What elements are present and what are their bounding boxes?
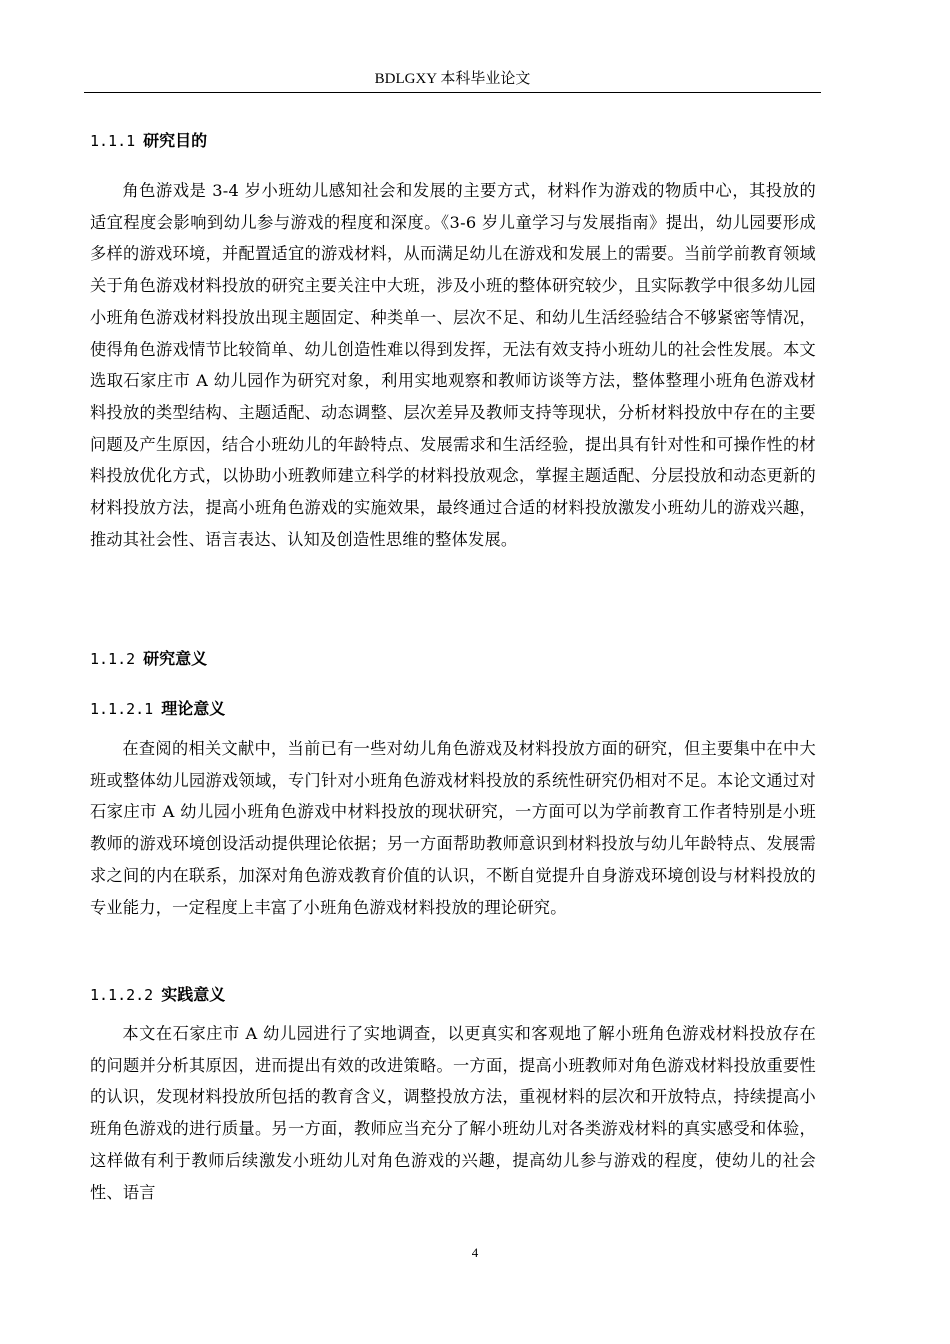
section-title: 实践意义 xyxy=(161,985,226,1004)
header-rule xyxy=(84,92,821,93)
section-number: 1.1.2.1 xyxy=(90,700,154,718)
running-header: BDLGXY 本科毕业论文 xyxy=(374,71,531,87)
section-heading-1-1-2-2 xyxy=(90,984,225,1006)
paragraph-practical-significance: 本文在石家庄市 A 幼儿园进行了实地调查，以更真实和客观地了解小班角色游戏材料投放存在的问题并分析其原因，进而提出有效的改进策略。一方面，提高小班教师对角色游戏材料投放重要性的认识，发现材料投放所包括的教育含义，调整投放方法，重视材料的层次和开放特点，持续提高小班角色游戏的进行质量。另一方面，教师应当充分了解小班幼儿对各类游戏材料的真实感受和体验，这样做有利于教师后续激发小班幼儿对角色游戏的兴趣，提高幼儿参与游戏的程度，使幼儿的社会性、语言 xyxy=(90,1024,816,1202)
section-title: 理论意义 xyxy=(161,699,226,718)
section-heading-1-1-2 xyxy=(90,648,207,670)
section-title: 研究目的 xyxy=(143,131,208,150)
paragraph-research-purpose: 角色游戏是 3-4 岁小班幼儿感知社会和发展的主要方式，材料作为游戏的物质中心，其投放的适宜程度会影响到幼儿参与游戏的程度和深度。《3-6 岁儿童学习与发展指南》提出，幼儿园要形成多样的游戏环境，并配置适宜的游戏材料，从而满足幼儿在游戏和发展上的需要。当前学前教育领域关于角色游戏材料投放的研究主要关注中大班，涉及小班的整体研究较少，且实际教学中很多幼儿园小班角色游戏材料投放出现主题固定、种类单一、层次不足、和幼儿生活经验结合不够紧密等情况，使得角色游戏情节比较简单、幼儿创造性难以得到发挥，无法有效支持小班幼儿的社会性发展。本文选取石家庄市 A 幼儿园作为研究对象，利用实地观察和教师访谈等方法，整体整理小班角色游戏材料投放的类型结构、主题适配、动态调整、层次差异及教师支持等现状，分析材料投放中存在的主要问题及产生原因，结合小班幼儿的年龄特点、发展需求和生活经验，提出具有针对性和可操作性的材料投放优化方式，以协助小班教师建立科学的材料投放观念，掌握主题适配、分层投放和动态更新的材料投放方法，提高小班角色游戏的实施效果，最终通过合适的材料投放激发小班幼儿的游戏兴趣，推动其社会性、语言表达、认知及创造性思维的整体发展。 xyxy=(90,181,816,549)
section-heading-1-1-2-1 xyxy=(90,698,225,720)
section-number: 1.1.2.2 xyxy=(90,986,154,1004)
section-heading-1-1-1 xyxy=(90,130,207,152)
section-number: 1.1.1 xyxy=(90,132,136,150)
paragraph-theoretical-significance: 在查阅的相关文献中，当前已有一些对幼儿角色游戏及材料投放方面的研究，但主要集中在中大班或整体幼儿园游戏领域，专门针对小班角色游戏材料投放的系统性研究仍相对不足。本论文通过对石家庄市 A 幼儿园小班角色游戏中材料投放的现状研究，一方面可以为学前教育工作者特别是小班教师的游戏环境创设活动提供理论依据；另一方面帮助教师意识到材料投放与幼儿年龄特点、发展需求之间的内在联系，加深对角色游戏教育价值的认识，不断自觉提升自身游戏环境创设与材料投放的专业能力，一定程度上丰富了小班角色游戏材料投放的理论研究。 xyxy=(90,739,816,917)
section-title: 研究意义 xyxy=(143,649,208,668)
section-number: 1.1.2 xyxy=(90,650,136,668)
page-number: 4 xyxy=(471,1245,479,1260)
